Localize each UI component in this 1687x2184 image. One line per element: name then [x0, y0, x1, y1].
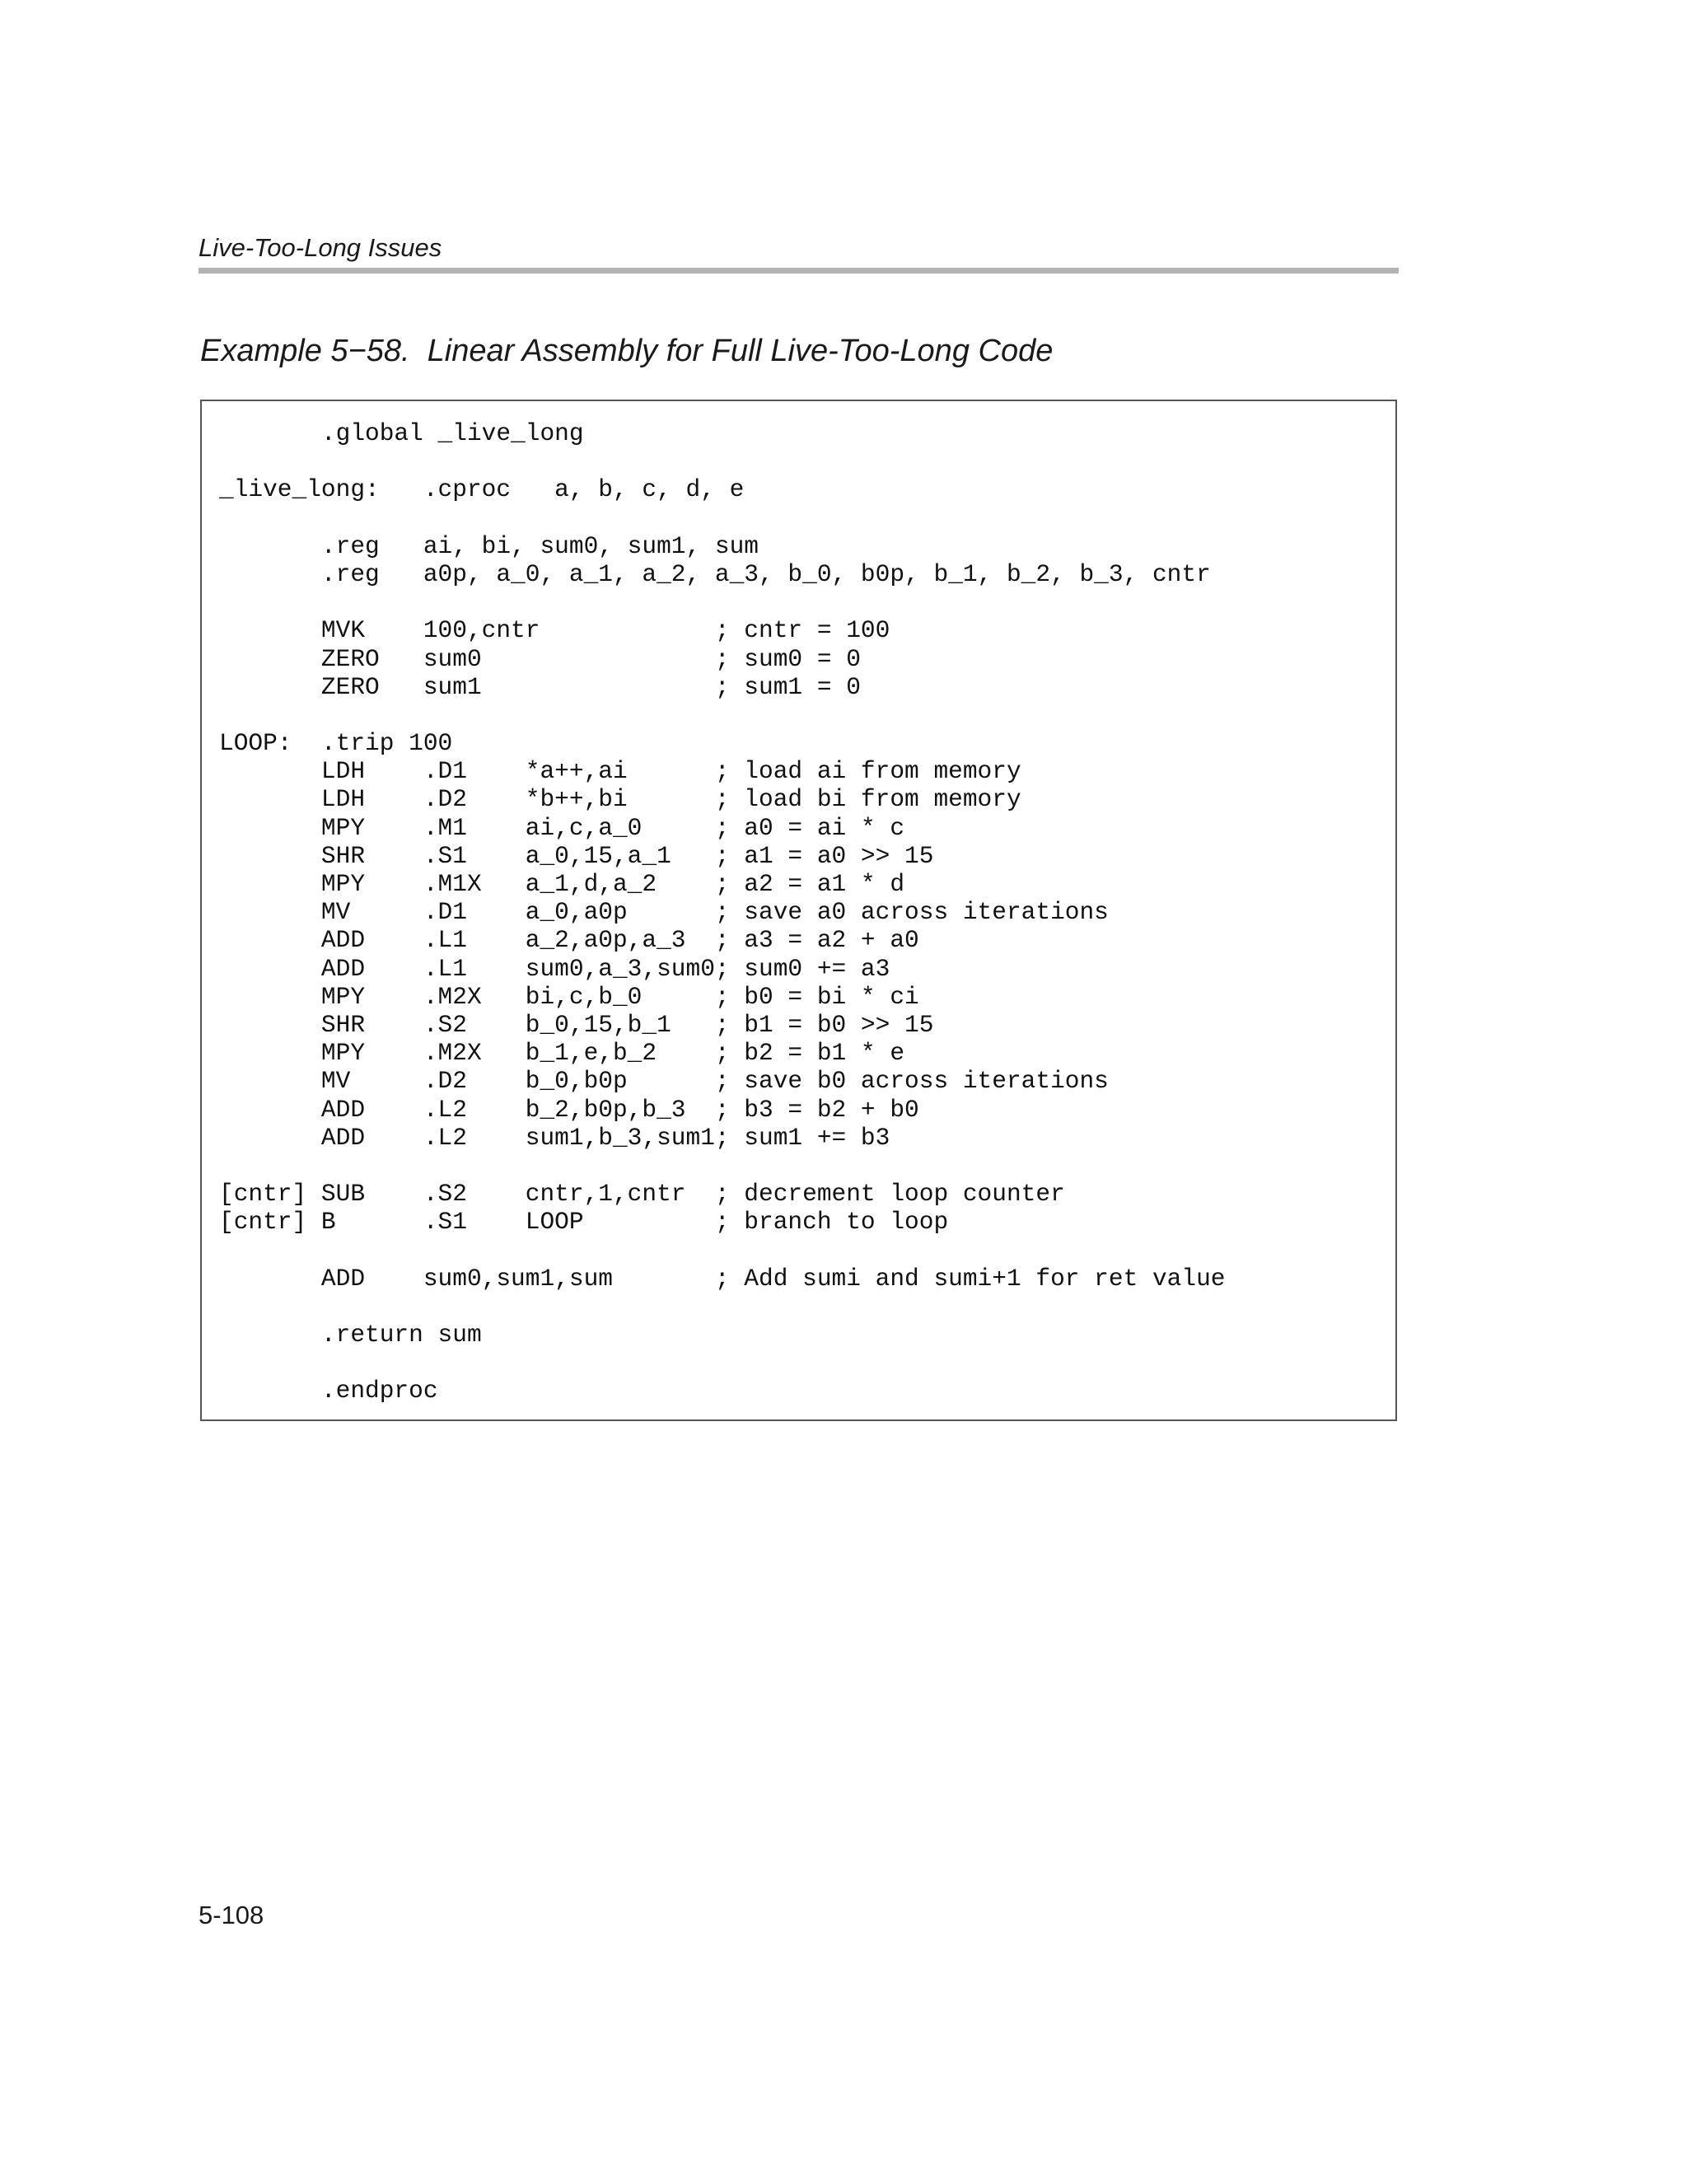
code-line: .reg a0p, a_0, a_1, a_2, a_3, b_0, b0p, b_1, b_2, b_3, cntr	[219, 559, 1211, 588]
code-line: MPY .M1X a_1,d,a_2 ; a2 = a1 * d	[219, 870, 905, 898]
code-line	[219, 447, 1226, 475]
code-line: .return sum	[219, 1321, 482, 1349]
code-line: MVK 100,cntr ; cntr = 100	[219, 616, 890, 645]
code-line: [cntr] B .S1 LOOP ; branch to loop	[219, 1208, 949, 1237]
code-listing	[219, 419, 1226, 1405]
code-line: [cntr] SUB .S2 cntr,1,cntr ; decrement loop counter	[219, 1180, 1065, 1209]
code-line	[219, 504, 1226, 532]
code-line: MPY .M1 ai,c,a_0 ; a0 = ai * c	[219, 813, 905, 842]
code-line: MV .D1 a_0,a0p ; save a0 across iterations	[219, 898, 1109, 927]
example-title: Example 5−58. Linear Assembly for Full Live-Too-Long Code	[200, 334, 1054, 368]
code-line: .global _live_long	[219, 419, 584, 447]
code-line: .endproc	[219, 1377, 438, 1405]
code-line: MPY .M2X bi,c,b_0 ; b0 = bi * ci	[219, 982, 919, 1011]
code-line: ADD .L2 b_2,b0p,b_3 ; b3 = b2 + b0	[219, 1095, 919, 1124]
code-line: LDH .D2 *b++,bi ; load bi from memory	[219, 785, 1021, 814]
code-line: _live_long: .cproc a, b, c, d, e	[219, 475, 745, 504]
code-line	[219, 1293, 1226, 1321]
code-line: ADD .L2 sum1,b_3,sum1; sum1 += b3	[219, 1123, 890, 1152]
code-line	[219, 1349, 1226, 1377]
code-line: LOOP: .trip 100	[219, 729, 453, 758]
code-line	[219, 701, 1226, 729]
code-line: ZERO sum0 ; sum0 = 0	[219, 644, 861, 673]
code-listing-box	[200, 400, 1397, 1421]
code-line: ADD .L1 a_2,a0p,a_3 ; a3 = a2 + a0	[219, 926, 919, 955]
page-number: 5-108	[199, 1901, 264, 1929]
code-line: ZERO sum1 ; sum1 = 0	[219, 672, 861, 701]
code-line: ADD .L1 sum0,a_3,sum0; sum0 += a3	[219, 954, 890, 983]
code-line	[219, 1152, 1226, 1180]
code-line: MPY .M2X b_1,e,b_2 ; b2 = b1 * e	[219, 1039, 905, 1068]
code-line: .reg ai, bi, sum0, sum1, sum	[219, 531, 759, 560]
code-line: SHR .S2 b_0,15,b_1 ; b1 = b0 >> 15	[219, 1010, 934, 1039]
code-line: MV .D2 b_0,b0p ; save b0 across iterations	[219, 1067, 1109, 1096]
code-line: SHR .S1 a_0,15,a_1 ; a1 = a0 >> 15	[219, 841, 934, 870]
header-rule	[199, 268, 1399, 274]
code-line	[219, 588, 1226, 616]
code-line: LDH .D1 *a++,ai ; load ai from memory	[219, 757, 1021, 786]
code-line: ADD sum0,sum1,sum ; Add sumi and sumi+1 for ret value	[219, 1264, 1226, 1293]
running-header: Live-Too-Long Issues	[199, 233, 442, 262]
code-line	[219, 1236, 1226, 1264]
